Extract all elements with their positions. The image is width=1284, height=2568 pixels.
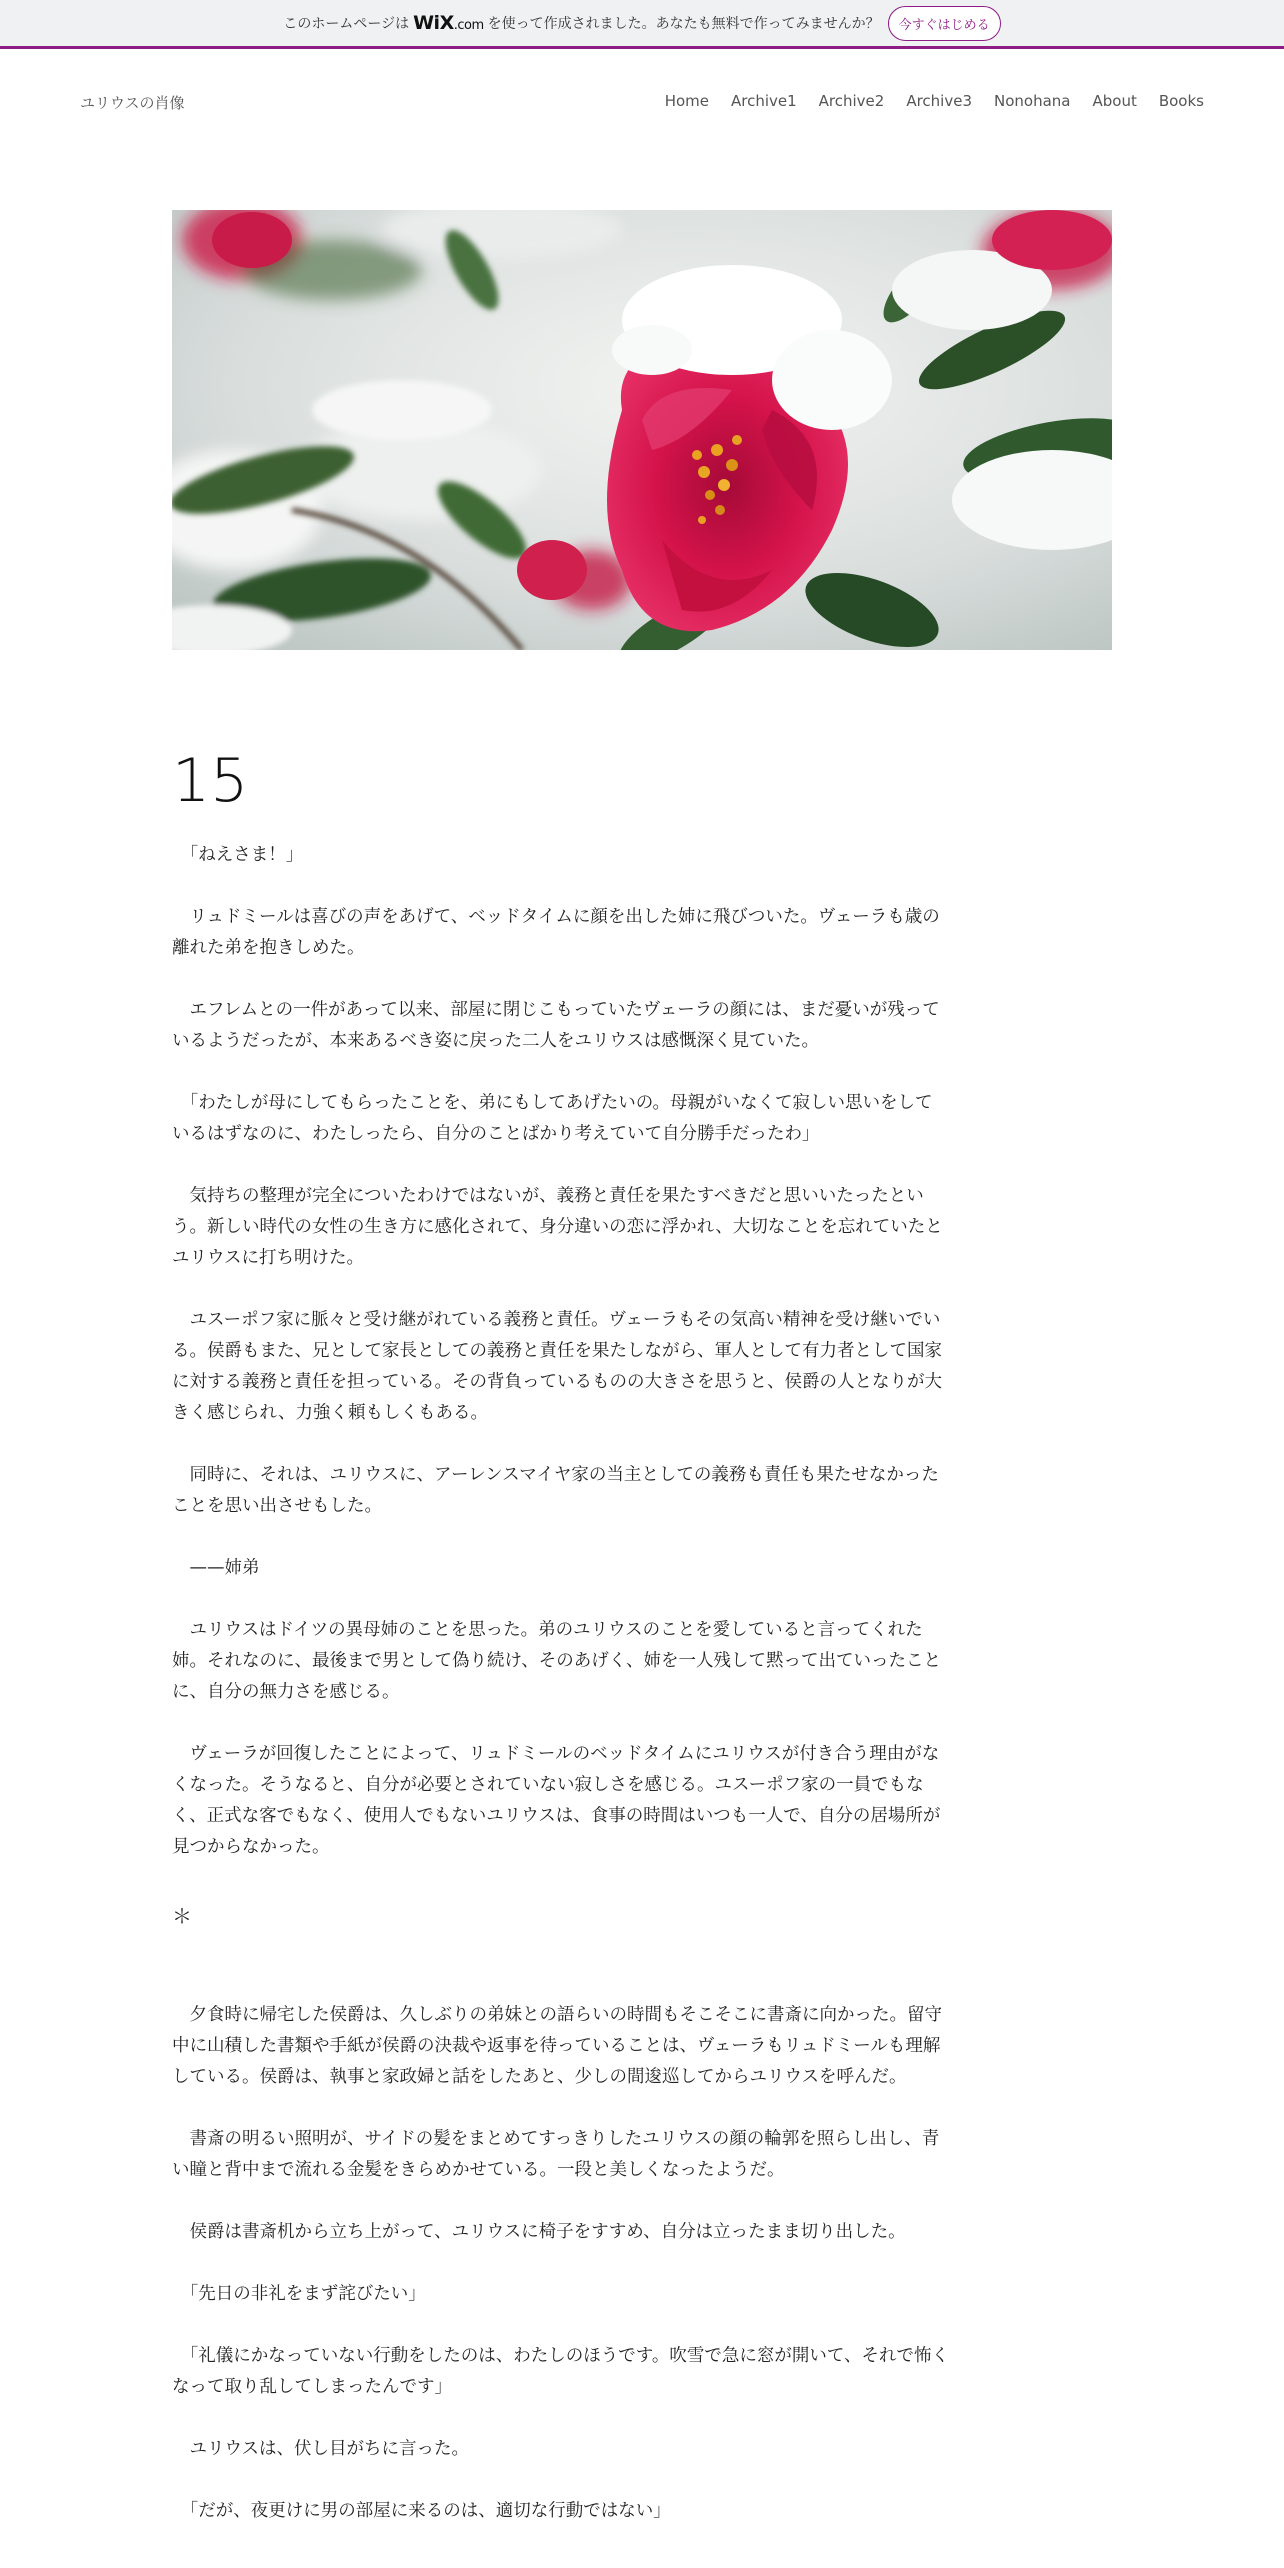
post-paragraph: ヴェーラが回復したことによって、リュドミールのベッドタイムにユリウスが付き合う理由がなくなった。そうなると、自分が必要とされていない寂しさを感じる。ユスーポフ家の一員でもなく、正式な客でもなく、使用人でもないユリウスは、食事の時間はいつも一人で、自分の居場所が見つからなかった。 — [172, 1744, 941, 1857]
camellia-illustration — [172, 210, 1112, 650]
post-paragraph: 気持ちの整理が完全についたわけではないが、義務と責任を果たすべきだと思いいたったという。新しい時代の女性の生き方に感化されて、身分違いの恋に浮かれ、大切なことを忘れていたとユリウスに打ち明けた。 — [172, 1186, 943, 1268]
post-paragraph: 「だが、夜更けに男の部屋に来るのは、適切な行動ではない」 — [172, 2501, 671, 2521]
section-separator: ＊ — [172, 1904, 192, 1928]
post-paragraph: 侯爵は書斎机から立ち上がって、ユリウスに椅子をすすめ、自分は立ったまま切り出した。 — [172, 2222, 906, 2242]
wix-logo[interactable] — [413, 12, 484, 34]
nav-item-archive1[interactable]: Archive1 — [730, 92, 797, 110]
post-paragraph: ユリウスはドイツの異母姉のことを思った。弟のユリウスのことを愛していると言ってくれた姉。それなのに、最後まで男として偽り続け、そのあげく、姉を一人残して黙って出ていったことに、自分の無力さを感じる。 — [172, 1620, 941, 1702]
post-paragraph: リュドミールは喜びの声をあげて、ベッドタイムに顔を出した姉に飛びついた。ヴェーラも歳の離れた弟を抱きしめた。 — [172, 907, 940, 958]
banner-text-after: を使って作成されました。あなたも無料で作ってみませんか？ — [487, 16, 880, 32]
post-body — [172, 840, 950, 2558]
site-title[interactable]: ユリウスの肖像 — [80, 94, 185, 112]
post-paragraph: 「礼儀にかなっていない行動をしたのは、わたしのほうです。吹雪で急に窓が開いて、それで怖くなって取り乱してしまったんです」 — [172, 2346, 949, 2397]
post-paragraph: 同時に、それは、ユリウスに、アーレンスマイヤ家の当主としての義務も責任も果たせなかったことを思い出させもした。 — [172, 1465, 939, 1516]
nav-item-about[interactable]: About — [1092, 92, 1137, 110]
post-paragraph: 「先日の非礼をまず詫びたい」 — [172, 2284, 426, 2304]
post-paragraph: 夕食時に帰宅した侯爵は、久しぶりの弟妹との語らいの時間もそこそこに書斎に向かった。留守中に山積した書類や手紙が侯爵の決裁や返事を待っていることは、ヴェーラもリュドミールも理解している。侯爵は、執事と家政婦と話をしたあと、少しの間逡巡してからユリウスを呼んだ。 — [172, 2005, 942, 2087]
main-nav — [643, 92, 1204, 110]
post-paragraph: ユリウスは、伏し目がちに言った。 — [172, 2439, 469, 2459]
start-now-button[interactable]: 今すぐはじめる — [888, 6, 1001, 41]
post-paragraph: 「ねえさま！」 — [172, 845, 304, 865]
post-paragraph: 「わたしが母にしてもらったことを、弟にもしてあげたいの。母親がいなくて寂しい思いをしているはずなのに、わたしったら、自分のことばかり考えていて自分勝手だったわ」 — [172, 1093, 933, 1144]
post-paragraph: 書斎の明るい照明が、サイドの髪をまとめてすっきりしたユリウスの顔の輪郭を照らし出し、青い瞳と背中まで流れる金髪をきらめかせている。一段と美しくなったようだ。 — [172, 2129, 940, 2180]
post-title: 15 — [172, 746, 249, 817]
post-paragraph: ——姉弟 — [172, 1558, 260, 1578]
nav-item-books[interactable]: Books — [1158, 92, 1204, 110]
post-paragraph: エフレムとの一件があって以来、部屋に閉じこもっていたヴェーラの顔には、まだ憂いが残っているようだったが、本来あるべき姿に戻った二人をユリウスは感慨深く見ていた。 — [172, 1000, 940, 1051]
wix-logo-suffix: .com — [453, 18, 484, 33]
nav-item-nonohana[interactable]: Nonohana — [994, 92, 1071, 110]
wix-logo-main: WiX — [413, 12, 454, 34]
hero-image-camellia-in-snow — [172, 210, 1112, 650]
nav-item-archive3[interactable]: Archive3 — [906, 92, 972, 110]
nav-item-home[interactable]: Home — [664, 92, 709, 110]
nav-item-archive2[interactable]: Archive2 — [818, 92, 885, 110]
post-paragraph: ユスーポフ家に脈々と受け継がれている義務と責任。ヴェーラもその気高い精神を受け継いでいる。侯爵もまた、兄として家長としての義務と責任を果たしながら、軍人として有力者として国家に対する義務と責任を担っている。その背負っているものの大きさを思うと、侯爵の人となりが大きく感じられ、力強く頼もしくもある。 — [172, 1310, 942, 1423]
banner-text-before: このホームページは — [283, 16, 410, 32]
wix-promo-banner — [0, 0, 1284, 49]
